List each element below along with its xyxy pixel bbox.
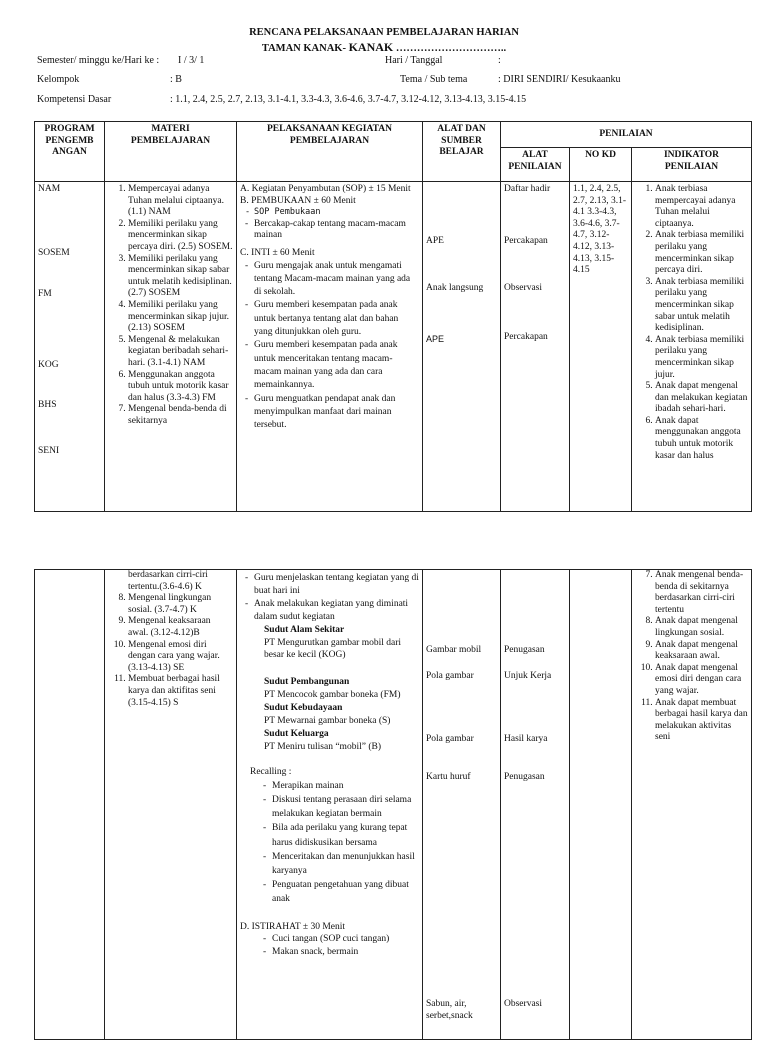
list-item: - Bila ada perilaku yang kurang tepat harus didiskusikan bersama <box>272 821 419 849</box>
hari-label: Hari / Tanggal <box>385 55 443 66</box>
list-item: 3. Memiliki perilaku yang mencerminkan sikap sabar untuk melatih kedisiplinan. (2.7) SOSEM <box>128 254 233 300</box>
materi-continued: berdasarkan cirri-ciri tertentu.(3.6-4.6) K <box>128 570 208 592</box>
program-sosem: SOSEM <box>38 248 70 258</box>
no-kd-cell <box>570 570 632 1040</box>
list-item: 11. Membuat berbagai hasil karya dan aktifitas seni (3.15-4.15) S <box>128 674 233 709</box>
alat-penilaian-item: Unjuk Kerja <box>504 671 552 681</box>
materi-cell <box>105 570 237 1040</box>
list-item: - Guru mengajak anak untuk mengamati tentang Macam-macam mainan yang ada di sekolah. <box>254 260 419 300</box>
kelompok-label: Kelompok <box>37 74 80 85</box>
alat-penilaian-item: Daftar hadir <box>504 184 551 194</box>
program-bhs: BHS <box>38 400 57 410</box>
alat-item: Pola gambar <box>426 671 474 681</box>
list-item: 11. Anak dapat membuat berbagai hasil karya dan melakukan aktivitas seni <box>655 698 748 744</box>
sudut-alam-sekitar-text: PT Mengurutkan gambar mobil dari besar ke kecil (KOG) <box>264 637 402 661</box>
alat-penilaian-cell <box>501 182 570 512</box>
no-kd-cell: 1.1, 2.4, 2.5, 2.7, 2.13, 3.1-4.1 3.3-4.3, 3.6-4.6, 3.7-4.7, 3.12-4.12, 3.13-4.13, 3.15-4.15 <box>570 182 632 512</box>
indikator-cell <box>632 182 752 512</box>
kompetensi-value: : 1.1, 2.4, 2.5, 2.7, 2.13, 3.1-4.1, 3.3-4.3, 3.6-4.6, 3.7-4.7, 3.12-4.12, 3.13-4.13, 3.15-4.15 <box>170 94 527 105</box>
list-item: 2. Anak terbiasa memiliki perilaku yang mencerminkan sikap percaya diri. <box>655 230 748 276</box>
indikator-cell <box>632 570 752 1040</box>
document-title: RENCANA PELAKSANAAN PEMBELAJARAN HARIAN <box>249 27 519 38</box>
list-item: - Guru menguatkan pendapat anak dan menyimpulkan manfaat dari mainan tersebut. <box>254 393 419 433</box>
alat-item: Pola gambar <box>426 734 474 744</box>
program-fm: FM <box>38 289 52 299</box>
header-pelaksanaan: PELAKSANAAN KEGIATAN PEMBELAJARAN <box>237 122 423 182</box>
semester-label: Semester/ minggu ke/Hari ke : <box>37 55 160 66</box>
header-materi: MATERI PEMBELAJARAN <box>105 122 237 182</box>
list-item: 8. Anak dapat mengenal lingkungan sosial. <box>655 616 748 639</box>
school-name-value: KANAK <box>348 40 394 54</box>
list-item: 9. Anak dapat mengenal keaksaraan awal. <box>655 640 748 663</box>
pelaksanaan-cell <box>237 182 423 512</box>
pelaksanaan-cell <box>237 570 423 1040</box>
sudut-alam-sekitar-title: Sudut Alam Sekitar <box>264 624 345 635</box>
kegiatan-a: A. Kegiatan Penyambutan (SOP) ± 15 Menit <box>240 184 411 194</box>
kelompok-value: : B <box>170 74 182 85</box>
sudut-kebudayaan-title: Sudut Kebudayaan <box>264 703 343 714</box>
sudut-pembangunan-title: Sudut Pembangunan <box>264 677 350 688</box>
header-indikator: INDIKATOR PENILAIAN <box>632 148 752 182</box>
alat-item: APE <box>426 334 445 344</box>
list-item: 9. Mengenal keaksaraan awal. (3.12-4.12)B <box>128 616 233 639</box>
kompetensi-label: Kompetensi Dasar <box>37 94 112 105</box>
tema-label: Tema / Sub tema <box>400 74 468 85</box>
list-item: 10. Anak dapat mengenal emosi diri dengan cara yang wajar. <box>655 663 748 698</box>
list-item: 6. Anak dapat menggunakan anggota tubuh untuk motorik kasar dan halus <box>655 416 748 462</box>
school-name: TAMAN KANAK- KANAK ………………………….. <box>261 40 507 54</box>
alat-item: Gambar mobil <box>426 645 482 655</box>
list-item: 5. Mengenal & melakukan kegiatan beribadah sehari-hari. (3.1-4.1) NAM <box>128 335 233 370</box>
list-item: - Menceritakan dan menunjukkan hasil karyanya <box>272 850 419 878</box>
list-item: 5. Anak dapat mengenal dan melakukan kegiatan ibadah sehari-hari. <box>655 381 748 416</box>
alat-cell <box>423 570 501 1040</box>
list-item: 7. Anak mengenal benda-benda di sekitarnya berdasarkan cirri-ciri tertentu <box>655 570 748 616</box>
header-no-kd: NO KD <box>570 148 632 182</box>
list-item: - Guru menjelaskan tentang kegiatan yang di buat hari ini <box>254 572 419 598</box>
list-item: - Guru memberi kesempatan pada anak untuk bertanya tentang alat dan bahan yang ditunjukkan oleh guru. <box>254 299 419 339</box>
rpph-table-2 <box>34 569 752 1040</box>
header-program: PROGRAM PENGEMB ANGAN <box>35 122 105 182</box>
list-item: 4. Memiliki perilaku yang mencerminkan sikap jujur.(2.13) SOSEM <box>128 300 233 335</box>
program-cell <box>35 182 105 512</box>
header-alat-penilaian: ALAT PENILAIAN <box>501 148 570 182</box>
alat-item: Kartu huruf <box>426 772 471 782</box>
kegiatan-c: C. INTI ± 60 Menit <box>240 247 315 258</box>
program-cell <box>35 570 105 1040</box>
list-item: - Diskusi tentang perasaan diri selama melakukan kegiatan bermain <box>272 793 419 821</box>
list-item: 3. Anak terbiasa memiliki perilaku yang mencerminkan sikap sabar untuk melatih kedisiplinan. <box>655 277 748 335</box>
list-item: 4. Anak terbiasa memiliki perilaku yang mencerminkan sikap jujur. <box>655 335 748 381</box>
tema-value: : DIRI SENDIRI/ Kesukaanku <box>498 74 621 85</box>
list-item: 10. Mengenal emosi diri dengan cara yang wajar. (3.13-4.13) SE <box>128 640 233 675</box>
list-item: - Makan snack, bermain <box>272 946 419 959</box>
alat-item: Anak langsung <box>426 283 484 293</box>
sudut-kebudayaan-text: PT Mewarnai gambar boneka (S) <box>264 716 391 727</box>
list-item: - Merapikan mainan <box>272 779 419 793</box>
materi-cell <box>105 182 237 512</box>
program-nam: NAM <box>38 184 61 194</box>
kegiatan-b: B. PEMBUKAAN ± 60 Menit <box>240 195 356 206</box>
alat-penilaian-item: Penugasan <box>504 645 545 655</box>
recalling-title: Recalling : <box>250 766 292 777</box>
list-item: 1. Mempercayai adanya Tuhan melalui ciptaanya. (1.1) NAM <box>128 184 233 219</box>
alat-penilaian-item: Hasil karya <box>504 734 548 744</box>
list-item: 1. Anak terbiasa mempercayai adanya Tuhan melalui ciptaanya. <box>655 184 748 230</box>
alat-penilaian-item: Observasi <box>504 283 542 293</box>
list-item: 8. Mengenal lingkungan sosial. (3.7-4.7) K <box>128 593 233 616</box>
alat-item: APE <box>426 236 444 246</box>
alat-penilaian-item: Penugasan <box>504 772 545 782</box>
program-seni: SENI <box>38 446 60 456</box>
istirahat-title: D. ISTIRAHAT ± 30 Menit <box>240 921 346 932</box>
list-item: - Bercakap-cakap tentang macam-macam mainan <box>254 219 419 242</box>
rpph-table-1 <box>34 121 752 512</box>
alat-penilaian-item: Percakapan <box>504 236 548 246</box>
alat-item: Sabun, air, serbet,snack <box>426 999 473 1021</box>
header-alat-sumber: ALAT DAN SUMBER BELAJAR <box>423 122 501 182</box>
sudut-pembangunan-text: PT Mencocok gambar boneka (FM) <box>264 690 401 701</box>
list-item: 7. Mengenal benda-benda di sekitarnya <box>128 404 233 427</box>
list-item: - Guru memberi kesempatan pada anak untuk menceritakan tentang macam-macam mainan yang ada dan cara memainkannya. <box>254 339 419 392</box>
alat-penilaian-item: Observasi <box>504 999 542 1009</box>
alat-penilaian-item: Percakapan <box>504 332 548 342</box>
semester-value: I / 3/ 1 <box>178 55 205 66</box>
list-item: 6. Menggunakan anggota tubuh untuk motorik kasar dan halus (3.3-4.3) FM <box>128 370 233 405</box>
sudut-keluarga-title: Sudut Keluarga <box>264 728 329 739</box>
list-item: - Anak melakukan kegiatan yang diminati dalam sudut kegiatan <box>254 598 419 624</box>
list-item: - SOP Pembukaan <box>254 207 419 219</box>
list-item: 2. Memiliki perilaku yang mencerminkan sikap percaya diri. (2.5) SOSEM. <box>128 219 233 254</box>
hari-value: : <box>498 55 501 66</box>
program-kog: KOG <box>38 360 59 370</box>
sudut-keluarga-text: PT Meniru tulisan “mobil” (B) <box>264 741 381 752</box>
alat-cell <box>423 182 501 512</box>
list-item: - Cuci tangan (SOP cuci tangan) <box>272 933 419 946</box>
header-penilaian: PENILAIAN <box>501 122 752 148</box>
list-item: - Penguatan pengetahuan yang dibuat anak <box>272 878 419 906</box>
alat-penilaian-cell <box>501 570 570 1040</box>
